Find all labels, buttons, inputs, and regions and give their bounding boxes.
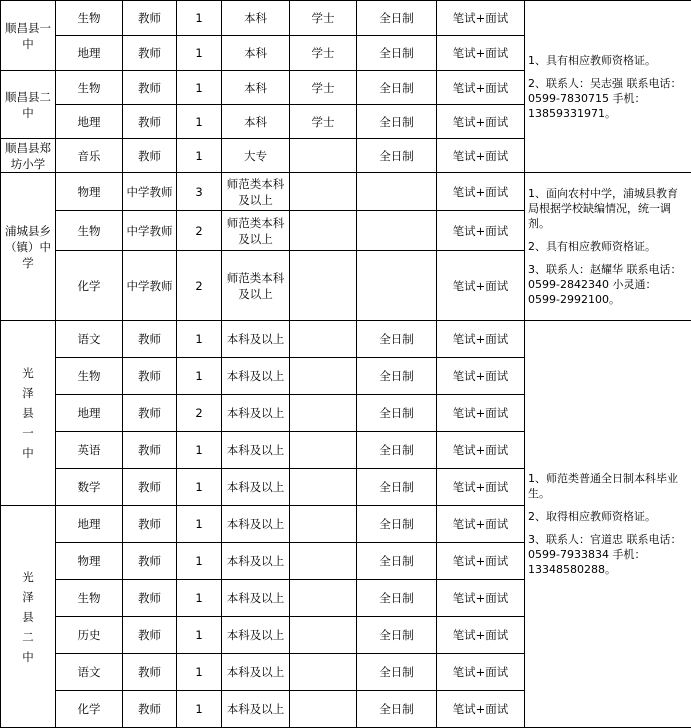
form-cell: 全日制: [357, 691, 437, 728]
title-cell: 教师: [123, 654, 177, 691]
subject-cell: 语文: [56, 321, 123, 358]
exam-cell: 笔试+面试: [437, 173, 525, 211]
education-cell: 本科及以上: [222, 469, 290, 506]
title-cell: 教师: [123, 105, 177, 139]
exam-cell: 笔试+面试: [437, 358, 525, 395]
subject-cell: 英语: [56, 432, 123, 469]
form-cell: 全日制: [357, 543, 437, 580]
degree-cell: 学士: [290, 105, 357, 139]
notes-cell-pucheng: [525, 173, 691, 321]
count-cell: 1: [177, 321, 222, 358]
title-cell: 教师: [123, 432, 177, 469]
form-cell: 全日制: [357, 36, 437, 71]
subject-cell: 地理: [56, 506, 123, 543]
subject-cell: 生物: [56, 358, 123, 395]
title-cell: 教师: [123, 691, 177, 728]
exam-cell: 笔试+面试: [437, 543, 525, 580]
form-cell: [357, 211, 437, 251]
degree-cell: [290, 173, 357, 211]
title-cell: 教师: [123, 543, 177, 580]
table-body: [1, 1, 691, 728]
note-text: 3、联系人：赵耀华 联系电话：0599-2842340 小灵通：0599-2992100。: [528, 262, 688, 307]
title-cell: 教师: [123, 617, 177, 654]
exam-cell: 笔试+面试: [437, 251, 525, 321]
education-cell: 本科及以上: [222, 358, 290, 395]
subject-cell: 化学: [56, 691, 123, 728]
degree-cell: [290, 211, 357, 251]
degree-cell: 学士: [290, 71, 357, 105]
education-cell: 师范类本科及以上: [222, 173, 290, 211]
subject-cell: 物理: [56, 173, 123, 211]
form-cell: [357, 251, 437, 321]
degree-cell: [290, 617, 357, 654]
education-cell: 本科及以上: [222, 432, 290, 469]
degree-cell: [290, 395, 357, 432]
exam-cell: 笔试+面试: [437, 211, 525, 251]
education-cell: 本科及以上: [222, 321, 290, 358]
form-cell: 全日制: [357, 654, 437, 691]
degree-cell: [290, 691, 357, 728]
unit-cell: 顺昌县一中: [1, 1, 56, 71]
unit-cell: 浦城县乡（镇）中学: [1, 173, 56, 321]
subject-cell: 地理: [56, 36, 123, 71]
count-cell: 1: [177, 469, 222, 506]
degree-cell: 学士: [290, 36, 357, 71]
education-cell: 本科及以上: [222, 543, 290, 580]
form-cell: 全日制: [357, 105, 437, 139]
exam-cell: 笔试+面试: [437, 105, 525, 139]
education-cell: 本科及以上: [222, 506, 290, 543]
count-cell: 1: [177, 71, 222, 105]
title-cell: 教师: [123, 469, 177, 506]
count-cell: 1: [177, 105, 222, 139]
count-cell: 3: [177, 173, 222, 211]
count-cell: 1: [177, 506, 222, 543]
degree-cell: [290, 321, 357, 358]
exam-cell: 笔试+面试: [437, 691, 525, 728]
unit-vertical-text: 光泽县一中: [21, 363, 35, 463]
exam-cell: 笔试+面试: [437, 395, 525, 432]
education-cell: 本科及以上: [222, 395, 290, 432]
count-cell: 1: [177, 691, 222, 728]
subject-cell: 数学: [56, 469, 123, 506]
exam-cell: 笔试+面试: [437, 321, 525, 358]
unit-cell: [1, 506, 56, 728]
subject-cell: 生物: [56, 211, 123, 251]
form-cell: 全日制: [357, 469, 437, 506]
degree-cell: [290, 580, 357, 617]
subject-cell: 生物: [56, 1, 123, 36]
note-text: 3、联系人：官道忠 联系电话：0599-7933834 手机：13348580288。: [528, 532, 688, 577]
exam-cell: 笔试+面试: [437, 506, 525, 543]
form-cell: 全日制: [357, 432, 437, 469]
form-cell: 全日制: [357, 617, 437, 654]
note-text: 2、取得相应教师资格证。: [528, 509, 688, 524]
exam-cell: 笔试+面试: [437, 139, 525, 173]
subject-cell: 生物: [56, 71, 123, 105]
degree-cell: [290, 469, 357, 506]
note-text: 1、面向农村中学，浦城县教育局根据学校缺编情况，统一调剂。: [528, 186, 688, 231]
count-cell: 1: [177, 432, 222, 469]
form-cell: 全日制: [357, 321, 437, 358]
education-cell: 本科: [222, 36, 290, 71]
title-cell: 教师: [123, 358, 177, 395]
education-cell: 大专: [222, 139, 290, 173]
exam-cell: 笔试+面试: [437, 36, 525, 71]
title-cell: 教师: [123, 506, 177, 543]
education-cell: 本科及以上: [222, 654, 290, 691]
title-cell: 教师: [123, 139, 177, 173]
count-cell: 1: [177, 654, 222, 691]
count-cell: 1: [177, 617, 222, 654]
education-cell: 本科及以上: [222, 617, 290, 654]
education-cell: 师范类本科及以上: [222, 211, 290, 251]
form-cell: 全日制: [357, 1, 437, 36]
count-cell: 1: [177, 358, 222, 395]
degree-cell: [290, 251, 357, 321]
education-cell: 本科: [222, 71, 290, 105]
subject-cell: 语文: [56, 654, 123, 691]
count-cell: 1: [177, 543, 222, 580]
exam-cell: 笔试+面试: [437, 617, 525, 654]
note-text: 1、具有相应教师资格证。: [528, 53, 688, 68]
form-cell: [357, 173, 437, 211]
degree-cell: [290, 358, 357, 395]
note-text: 1、师范类普通全日制本科毕业生。: [528, 471, 688, 501]
subject-cell: 物理: [56, 543, 123, 580]
note-text: 2、联系人：吴志强 联系电话：0599-7830715 手机：13859331971。: [528, 76, 688, 121]
count-cell: 2: [177, 251, 222, 321]
form-cell: 全日制: [357, 395, 437, 432]
form-cell: 全日制: [357, 358, 437, 395]
degree-cell: [290, 506, 357, 543]
education-cell: 本科: [222, 105, 290, 139]
subject-cell: 地理: [56, 105, 123, 139]
degree-cell: [290, 139, 357, 173]
count-cell: 2: [177, 211, 222, 251]
count-cell: 2: [177, 395, 222, 432]
count-cell: 1: [177, 580, 222, 617]
title-cell: 教师: [123, 1, 177, 36]
table-row: [1, 173, 691, 211]
unit-cell: 顺昌县二中: [1, 71, 56, 139]
title-cell: 教师: [123, 71, 177, 105]
notes-cell-guangze: [525, 321, 691, 728]
degree-cell: [290, 432, 357, 469]
subject-cell: 音乐: [56, 139, 123, 173]
count-cell: 1: [177, 1, 222, 36]
unit-cell: 顺昌县郑坊小学: [1, 139, 56, 173]
education-cell: 师范类本科及以上: [222, 251, 290, 321]
form-cell: 全日制: [357, 506, 437, 543]
notes-cell-shunchang: [525, 1, 691, 173]
unit-cell: [1, 321, 56, 506]
exam-cell: 笔试+面试: [437, 1, 525, 36]
subject-cell: 化学: [56, 251, 123, 321]
title-cell: 中学教师: [123, 251, 177, 321]
degree-cell: 学士: [290, 1, 357, 36]
count-cell: 1: [177, 36, 222, 71]
title-cell: 教师: [123, 395, 177, 432]
title-cell: 中学教师: [123, 173, 177, 211]
form-cell: 全日制: [357, 580, 437, 617]
education-cell: 本科: [222, 1, 290, 36]
exam-cell: 笔试+面试: [437, 654, 525, 691]
table-row: [1, 1, 691, 36]
subject-cell: 生物: [56, 580, 123, 617]
unit-vertical-text: 光泽县二中: [21, 567, 35, 667]
education-cell: 本科及以上: [222, 691, 290, 728]
degree-cell: [290, 543, 357, 580]
form-cell: 全日制: [357, 139, 437, 173]
degree-cell: [290, 654, 357, 691]
note-text: 2、具有相应教师资格证。: [528, 239, 688, 254]
count-cell: 1: [177, 139, 222, 173]
exam-cell: 笔试+面试: [437, 469, 525, 506]
subject-cell: 历史: [56, 617, 123, 654]
form-cell: 全日制: [357, 71, 437, 105]
exam-cell: 笔试+面试: [437, 580, 525, 617]
table-row: [1, 321, 691, 358]
subject-cell: 地理: [56, 395, 123, 432]
exam-cell: 笔试+面试: [437, 71, 525, 105]
title-cell: 教师: [123, 321, 177, 358]
title-cell: 中学教师: [123, 211, 177, 251]
education-cell: 本科及以上: [222, 580, 290, 617]
title-cell: 教师: [123, 36, 177, 71]
exam-cell: 笔试+面试: [437, 432, 525, 469]
title-cell: 教师: [123, 580, 177, 617]
